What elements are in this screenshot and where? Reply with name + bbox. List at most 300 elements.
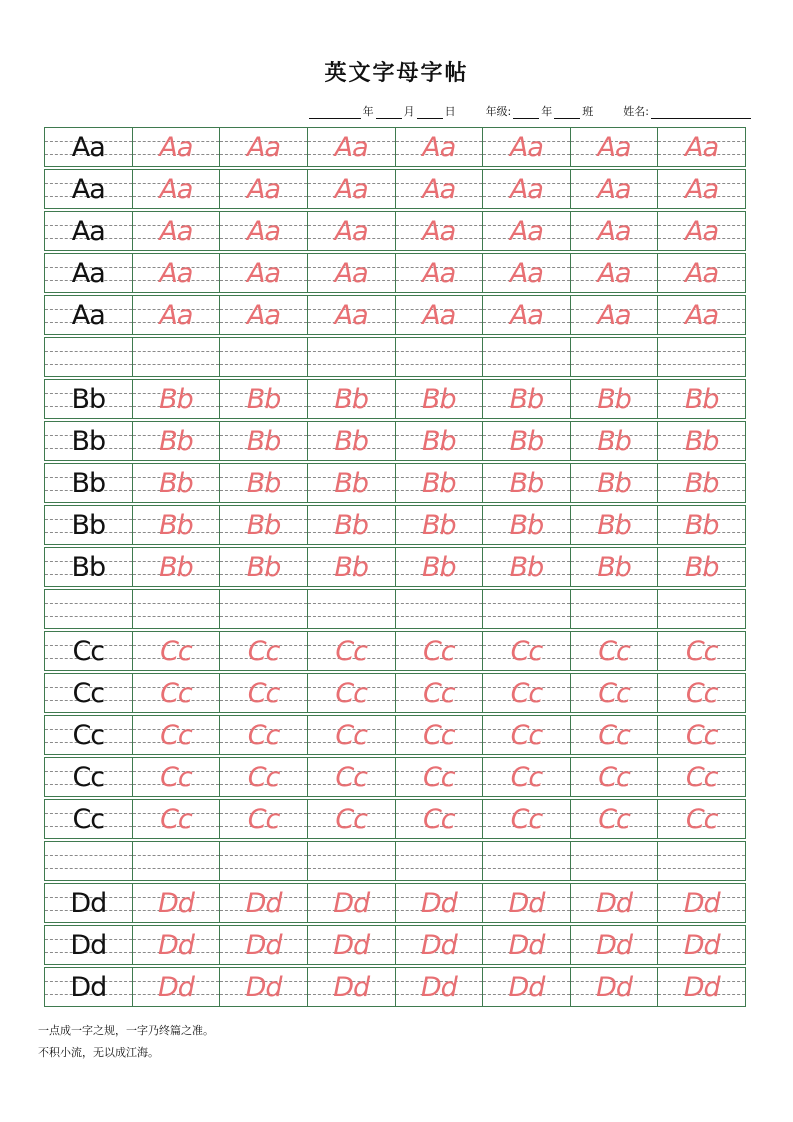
writing-cell[interactable]: [308, 758, 396, 796]
trace-letter: Aa: [509, 258, 543, 289]
letter-row: [44, 631, 746, 671]
writing-cell[interactable]: [571, 968, 659, 1006]
writing-cell[interactable]: [308, 296, 396, 334]
trace-letter: Aa: [509, 132, 543, 163]
writing-cell[interactable]: [658, 674, 745, 712]
trace-letter: Dd: [420, 888, 457, 919]
trace-letter: Dd: [596, 888, 633, 919]
trace-letter: Bb: [684, 510, 719, 541]
writing-cell[interactable]: [133, 212, 221, 250]
writing-cell[interactable]: [133, 674, 221, 712]
writing-cell[interactable]: [483, 884, 571, 922]
writing-cell[interactable]: [658, 128, 745, 166]
trace-letter: Cc: [335, 720, 368, 751]
trace-letter: Bb: [246, 552, 281, 583]
trace-letter: Cc: [685, 678, 718, 709]
trace-letter: Bb: [421, 384, 456, 415]
writing-cell[interactable]: [220, 968, 308, 1006]
writing-cell[interactable]: [396, 128, 484, 166]
writing-cell[interactable]: [133, 968, 221, 1006]
trace-letter: Bb: [509, 426, 544, 457]
writing-cell[interactable]: [220, 716, 308, 754]
writing-cell[interactable]: [308, 170, 396, 208]
trace-letter: Cc: [598, 720, 630, 751]
writing-cell[interactable]: [45, 170, 133, 208]
writing-cell[interactable]: [396, 380, 484, 418]
writing-cell[interactable]: [133, 380, 221, 418]
model-letter: Cc: [72, 804, 105, 835]
model-letter: Bb: [71, 426, 106, 457]
trace-letter: Cc: [685, 636, 718, 667]
writing-cell[interactable]: [658, 968, 745, 1006]
writing-cell[interactable]: [658, 800, 745, 838]
writing-cell[interactable]: [308, 884, 396, 922]
trace-letter: Cc: [598, 636, 630, 667]
writing-cell[interactable]: [483, 380, 571, 418]
writing-cell[interactable]: [571, 716, 659, 754]
writing-cell[interactable]: [483, 170, 571, 208]
trace-letter: Aa: [422, 300, 456, 331]
writing-cell[interactable]: [658, 758, 745, 796]
writing-cell[interactable]: [45, 548, 133, 586]
name-blank[interactable]: [651, 105, 751, 119]
letter-row: [44, 127, 746, 167]
writing-cell[interactable]: [308, 968, 396, 1006]
trace-letter: Cc: [422, 720, 455, 751]
trace-letter: Cc: [685, 720, 718, 751]
writing-cell[interactable]: [658, 296, 745, 334]
model-letter: Cc: [72, 636, 105, 667]
writing-cell[interactable]: [571, 590, 659, 628]
trace-letter: Dd: [508, 930, 545, 961]
class-blank[interactable]: [554, 105, 580, 119]
name-label: 姓名:: [623, 105, 649, 118]
writing-cell[interactable]: [483, 548, 571, 586]
writing-cell[interactable]: [658, 170, 745, 208]
trace-letter: Cc: [160, 720, 192, 751]
trace-letter: Dd: [245, 888, 282, 919]
writing-cell[interactable]: [571, 548, 659, 586]
practice-grid: [44, 127, 746, 1009]
trace-letter: Aa: [685, 300, 719, 331]
writing-cell[interactable]: [658, 716, 745, 754]
trace-letter: Cc: [247, 804, 280, 835]
writing-cell[interactable]: [571, 380, 659, 418]
writing-cell[interactable]: [483, 926, 571, 964]
writing-cell[interactable]: [220, 464, 308, 502]
writing-cell[interactable]: [308, 464, 396, 502]
writing-cell[interactable]: [308, 674, 396, 712]
writing-cell[interactable]: [483, 800, 571, 838]
trace-letter: Cc: [510, 720, 543, 751]
trace-letter: Cc: [422, 762, 455, 793]
writing-cell[interactable]: [45, 296, 133, 334]
trace-letter: Aa: [247, 216, 281, 247]
writing-cell[interactable]: [133, 716, 221, 754]
model-letter: Dd: [70, 930, 107, 961]
trace-letter: Cc: [335, 678, 368, 709]
writing-cell[interactable]: [658, 590, 745, 628]
writing-cell[interactable]: [396, 170, 484, 208]
letter-row: [44, 673, 746, 713]
trace-letter: Dd: [245, 930, 282, 961]
trace-letter: Bb: [246, 468, 281, 499]
trace-letter: Bb: [159, 426, 193, 457]
writing-cell[interactable]: [45, 632, 133, 670]
trace-letter: Cc: [247, 636, 280, 667]
trace-letter: Cc: [598, 762, 630, 793]
writing-cell[interactable]: [220, 548, 308, 586]
writing-cell[interactable]: [483, 212, 571, 250]
writing-cell[interactable]: [220, 212, 308, 250]
writing-cell[interactable]: [658, 884, 745, 922]
writing-cell[interactable]: [308, 212, 396, 250]
writing-cell[interactable]: [658, 506, 745, 544]
writing-cell[interactable]: [45, 968, 133, 1006]
model-letter: Aa: [71, 258, 105, 289]
writing-cell[interactable]: [308, 842, 396, 880]
writing-cell[interactable]: [483, 296, 571, 334]
writing-cell[interactable]: [396, 212, 484, 250]
writing-cell[interactable]: [45, 842, 133, 880]
trace-letter: Bb: [684, 384, 719, 415]
trace-letter: Bb: [597, 510, 631, 541]
class-label: 班: [582, 105, 594, 118]
writing-cell[interactable]: [396, 506, 484, 544]
writing-cell[interactable]: [658, 842, 745, 880]
trace-letter: Cc: [510, 804, 543, 835]
trace-letter: Dd: [157, 930, 194, 961]
writing-cell[interactable]: [396, 338, 484, 376]
model-letter: Cc: [72, 720, 105, 751]
grade-blank[interactable]: [513, 105, 539, 119]
writing-cell[interactable]: [133, 842, 221, 880]
writing-cell[interactable]: [220, 170, 308, 208]
month-blank[interactable]: [376, 105, 402, 119]
trace-letter: Aa: [159, 174, 193, 205]
writing-cell[interactable]: [220, 506, 308, 544]
year-label: 年: [362, 105, 374, 118]
letter-row: [44, 505, 746, 545]
writing-cell[interactable]: [308, 506, 396, 544]
trace-letter: Dd: [157, 888, 194, 919]
model-letter: Aa: [71, 216, 105, 247]
writing-cell[interactable]: [45, 254, 133, 292]
writing-cell[interactable]: [571, 422, 659, 460]
trace-letter: Aa: [334, 174, 368, 205]
writing-cell[interactable]: [571, 674, 659, 712]
writing-cell[interactable]: [483, 842, 571, 880]
writing-cell[interactable]: [571, 842, 659, 880]
writing-cell[interactable]: [133, 926, 221, 964]
model-letter: Aa: [71, 174, 105, 205]
letter-row: [44, 757, 746, 797]
writing-cell[interactable]: [483, 716, 571, 754]
trace-letter: Bb: [334, 384, 369, 415]
writing-cell[interactable]: [396, 926, 484, 964]
writing-cell[interactable]: [571, 170, 659, 208]
trace-letter: Cc: [510, 762, 543, 793]
trace-letter: Aa: [685, 258, 719, 289]
writing-cell[interactable]: [571, 506, 659, 544]
model-letter: Cc: [72, 762, 105, 793]
writing-cell[interactable]: [396, 296, 484, 334]
writing-cell[interactable]: [658, 464, 745, 502]
writing-cell[interactable]: [658, 254, 745, 292]
writing-cell[interactable]: [483, 590, 571, 628]
trace-letter: Bb: [246, 426, 281, 457]
writing-cell[interactable]: [220, 674, 308, 712]
writing-cell[interactable]: [396, 884, 484, 922]
writing-cell[interactable]: [133, 464, 221, 502]
trace-letter: Bb: [246, 384, 281, 415]
writing-cell[interactable]: [396, 674, 484, 712]
writing-cell[interactable]: [483, 338, 571, 376]
writing-cell[interactable]: [308, 380, 396, 418]
writing-cell[interactable]: [45, 758, 133, 796]
writing-cell[interactable]: [396, 968, 484, 1006]
writing-cell[interactable]: [571, 758, 659, 796]
writing-cell[interactable]: [220, 254, 308, 292]
trace-letter: Bb: [684, 468, 719, 499]
trace-letter: Aa: [597, 174, 631, 205]
trace-letter: Bb: [597, 552, 631, 583]
trace-letter: Aa: [509, 216, 543, 247]
writing-cell[interactable]: [308, 128, 396, 166]
trace-letter: Dd: [333, 930, 370, 961]
trace-letter: Cc: [160, 636, 192, 667]
trace-letter: Bb: [159, 552, 193, 583]
day-blank[interactable]: [417, 105, 443, 119]
trace-letter: Aa: [334, 216, 368, 247]
writing-cell[interactable]: [571, 212, 659, 250]
writing-cell[interactable]: [483, 968, 571, 1006]
letter-row: [44, 379, 746, 419]
trace-letter: Cc: [247, 720, 280, 751]
trace-letter: Dd: [596, 972, 633, 1003]
writing-cell[interactable]: [483, 632, 571, 670]
writing-cell[interactable]: [571, 632, 659, 670]
writing-cell[interactable]: [396, 254, 484, 292]
trace-letter: Aa: [334, 132, 368, 163]
trace-letter: Dd: [508, 888, 545, 919]
writing-cell[interactable]: [45, 716, 133, 754]
writing-cell[interactable]: [220, 800, 308, 838]
writing-cell[interactable]: [571, 254, 659, 292]
writing-cell[interactable]: [308, 338, 396, 376]
writing-cell[interactable]: [571, 884, 659, 922]
writing-cell[interactable]: [45, 338, 133, 376]
letter-row: [44, 547, 746, 587]
page-title: 英文字母字帖: [324, 60, 469, 86]
writing-cell[interactable]: [133, 422, 221, 460]
letter-row: [44, 169, 746, 209]
writing-cell[interactable]: [220, 926, 308, 964]
letter-row: [44, 715, 746, 755]
writing-cell[interactable]: [483, 506, 571, 544]
writing-cell[interactable]: [45, 380, 133, 418]
writing-cell[interactable]: [658, 338, 745, 376]
writing-cell[interactable]: [45, 212, 133, 250]
letter-row: [44, 967, 746, 1007]
writing-cell[interactable]: [45, 674, 133, 712]
writing-cell[interactable]: [308, 800, 396, 838]
trace-letter: Aa: [597, 300, 631, 331]
trace-letter: Bb: [159, 510, 193, 541]
writing-cell[interactable]: [396, 590, 484, 628]
writing-cell[interactable]: [396, 800, 484, 838]
trace-letter: Bb: [159, 384, 193, 415]
writing-cell[interactable]: [396, 422, 484, 460]
trace-letter: Bb: [509, 384, 544, 415]
writing-cell[interactable]: [658, 422, 745, 460]
writing-cell[interactable]: [658, 212, 745, 250]
trace-letter: Aa: [159, 132, 193, 163]
writing-cell[interactable]: [308, 926, 396, 964]
writing-cell[interactable]: [133, 170, 221, 208]
trace-letter: Bb: [509, 468, 544, 499]
trace-letter: Dd: [683, 888, 720, 919]
letter-row: [44, 925, 746, 965]
trace-letter: Aa: [597, 258, 631, 289]
trace-letter: Aa: [159, 258, 193, 289]
writing-cell[interactable]: [571, 800, 659, 838]
writing-cell[interactable]: [483, 674, 571, 712]
writing-cell[interactable]: [483, 758, 571, 796]
writing-cell[interactable]: [133, 338, 221, 376]
letter-row: [44, 253, 746, 293]
writing-cell[interactable]: [571, 926, 659, 964]
writing-cell[interactable]: [483, 254, 571, 292]
trace-letter: Bb: [509, 552, 544, 583]
writing-cell[interactable]: [45, 884, 133, 922]
writing-cell[interactable]: [571, 464, 659, 502]
writing-cell[interactable]: [308, 254, 396, 292]
writing-cell[interactable]: [571, 128, 659, 166]
trace-letter: Bb: [684, 426, 719, 457]
writing-cell[interactable]: [396, 464, 484, 502]
model-letter: Aa: [71, 300, 105, 331]
trace-letter: Bb: [421, 426, 456, 457]
writing-cell[interactable]: [220, 632, 308, 670]
trace-letter: Aa: [247, 258, 281, 289]
trace-letter: Cc: [685, 762, 718, 793]
model-letter: Cc: [72, 678, 105, 709]
writing-cell[interactable]: [220, 590, 308, 628]
trace-letter: Dd: [683, 930, 720, 961]
trace-letter: Aa: [247, 300, 281, 331]
writing-cell[interactable]: [308, 632, 396, 670]
writing-cell[interactable]: [133, 590, 221, 628]
model-letter: Dd: [70, 972, 107, 1003]
writing-cell[interactable]: [220, 128, 308, 166]
model-letter: Bb: [71, 552, 106, 583]
writing-cell[interactable]: [308, 422, 396, 460]
writing-cell[interactable]: [571, 338, 659, 376]
trace-letter: Cc: [160, 804, 192, 835]
trace-letter: Aa: [159, 300, 193, 331]
letter-row: [44, 463, 746, 503]
writing-cell[interactable]: [133, 758, 221, 796]
writing-cell[interactable]: [133, 254, 221, 292]
writing-cell[interactable]: [45, 590, 133, 628]
trace-letter: Bb: [684, 552, 719, 583]
trace-letter: Cc: [598, 804, 630, 835]
writing-cell[interactable]: [220, 380, 308, 418]
trace-letter: Bb: [334, 468, 369, 499]
writing-cell[interactable]: [220, 884, 308, 922]
trace-letter: Cc: [685, 804, 718, 835]
writing-cell[interactable]: [220, 338, 308, 376]
writing-cell[interactable]: [133, 884, 221, 922]
writing-cell[interactable]: [571, 296, 659, 334]
writing-cell[interactable]: [396, 842, 484, 880]
writing-cell[interactable]: [308, 716, 396, 754]
writing-cell[interactable]: [396, 758, 484, 796]
writing-cell[interactable]: [308, 548, 396, 586]
model-letter: Bb: [71, 510, 106, 541]
writing-cell[interactable]: [396, 716, 484, 754]
blank-practice-row: [44, 841, 746, 881]
writing-cell[interactable]: [133, 506, 221, 544]
trace-letter: Cc: [247, 762, 280, 793]
writing-cell[interactable]: [483, 464, 571, 502]
writing-cell[interactable]: [45, 800, 133, 838]
writing-cell[interactable]: [133, 548, 221, 586]
trace-letter: Cc: [510, 636, 543, 667]
writing-cell[interactable]: [45, 464, 133, 502]
year-blank[interactable]: [309, 105, 361, 119]
writing-cell[interactable]: [220, 842, 308, 880]
writing-cell[interactable]: [45, 506, 133, 544]
writing-cell[interactable]: [658, 380, 745, 418]
grade-year-label: 年: [541, 105, 553, 118]
writing-cell[interactable]: [658, 548, 745, 586]
writing-cell[interactable]: [658, 632, 745, 670]
trace-letter: Cc: [598, 678, 630, 709]
trace-letter: Cc: [160, 762, 192, 793]
writing-cell[interactable]: [45, 128, 133, 166]
trace-letter: Bb: [509, 510, 544, 541]
writing-cell[interactable]: [133, 632, 221, 670]
writing-cell[interactable]: [133, 296, 221, 334]
writing-cell[interactable]: [308, 590, 396, 628]
trace-letter: Aa: [422, 174, 456, 205]
trace-letter: Aa: [334, 258, 368, 289]
trace-letter: Aa: [509, 174, 543, 205]
writing-cell[interactable]: [45, 422, 133, 460]
writing-cell[interactable]: [133, 800, 221, 838]
trace-letter: Aa: [685, 216, 719, 247]
trace-letter: Dd: [333, 972, 370, 1003]
trace-letter: Bb: [334, 510, 369, 541]
writing-cell[interactable]: [396, 548, 484, 586]
writing-cell[interactable]: [220, 422, 308, 460]
writing-cell[interactable]: [133, 128, 221, 166]
writing-cell[interactable]: [658, 926, 745, 964]
writing-cell[interactable]: [483, 422, 571, 460]
letter-row: [44, 421, 746, 461]
trace-letter: Aa: [422, 258, 456, 289]
trace-letter: Cc: [160, 678, 192, 709]
trace-letter: Cc: [510, 678, 543, 709]
writing-cell[interactable]: [45, 926, 133, 964]
writing-cell[interactable]: [396, 632, 484, 670]
writing-cell[interactable]: [483, 128, 571, 166]
writing-cell[interactable]: [220, 758, 308, 796]
writing-cell[interactable]: [220, 296, 308, 334]
trace-letter: Dd: [420, 972, 457, 1003]
